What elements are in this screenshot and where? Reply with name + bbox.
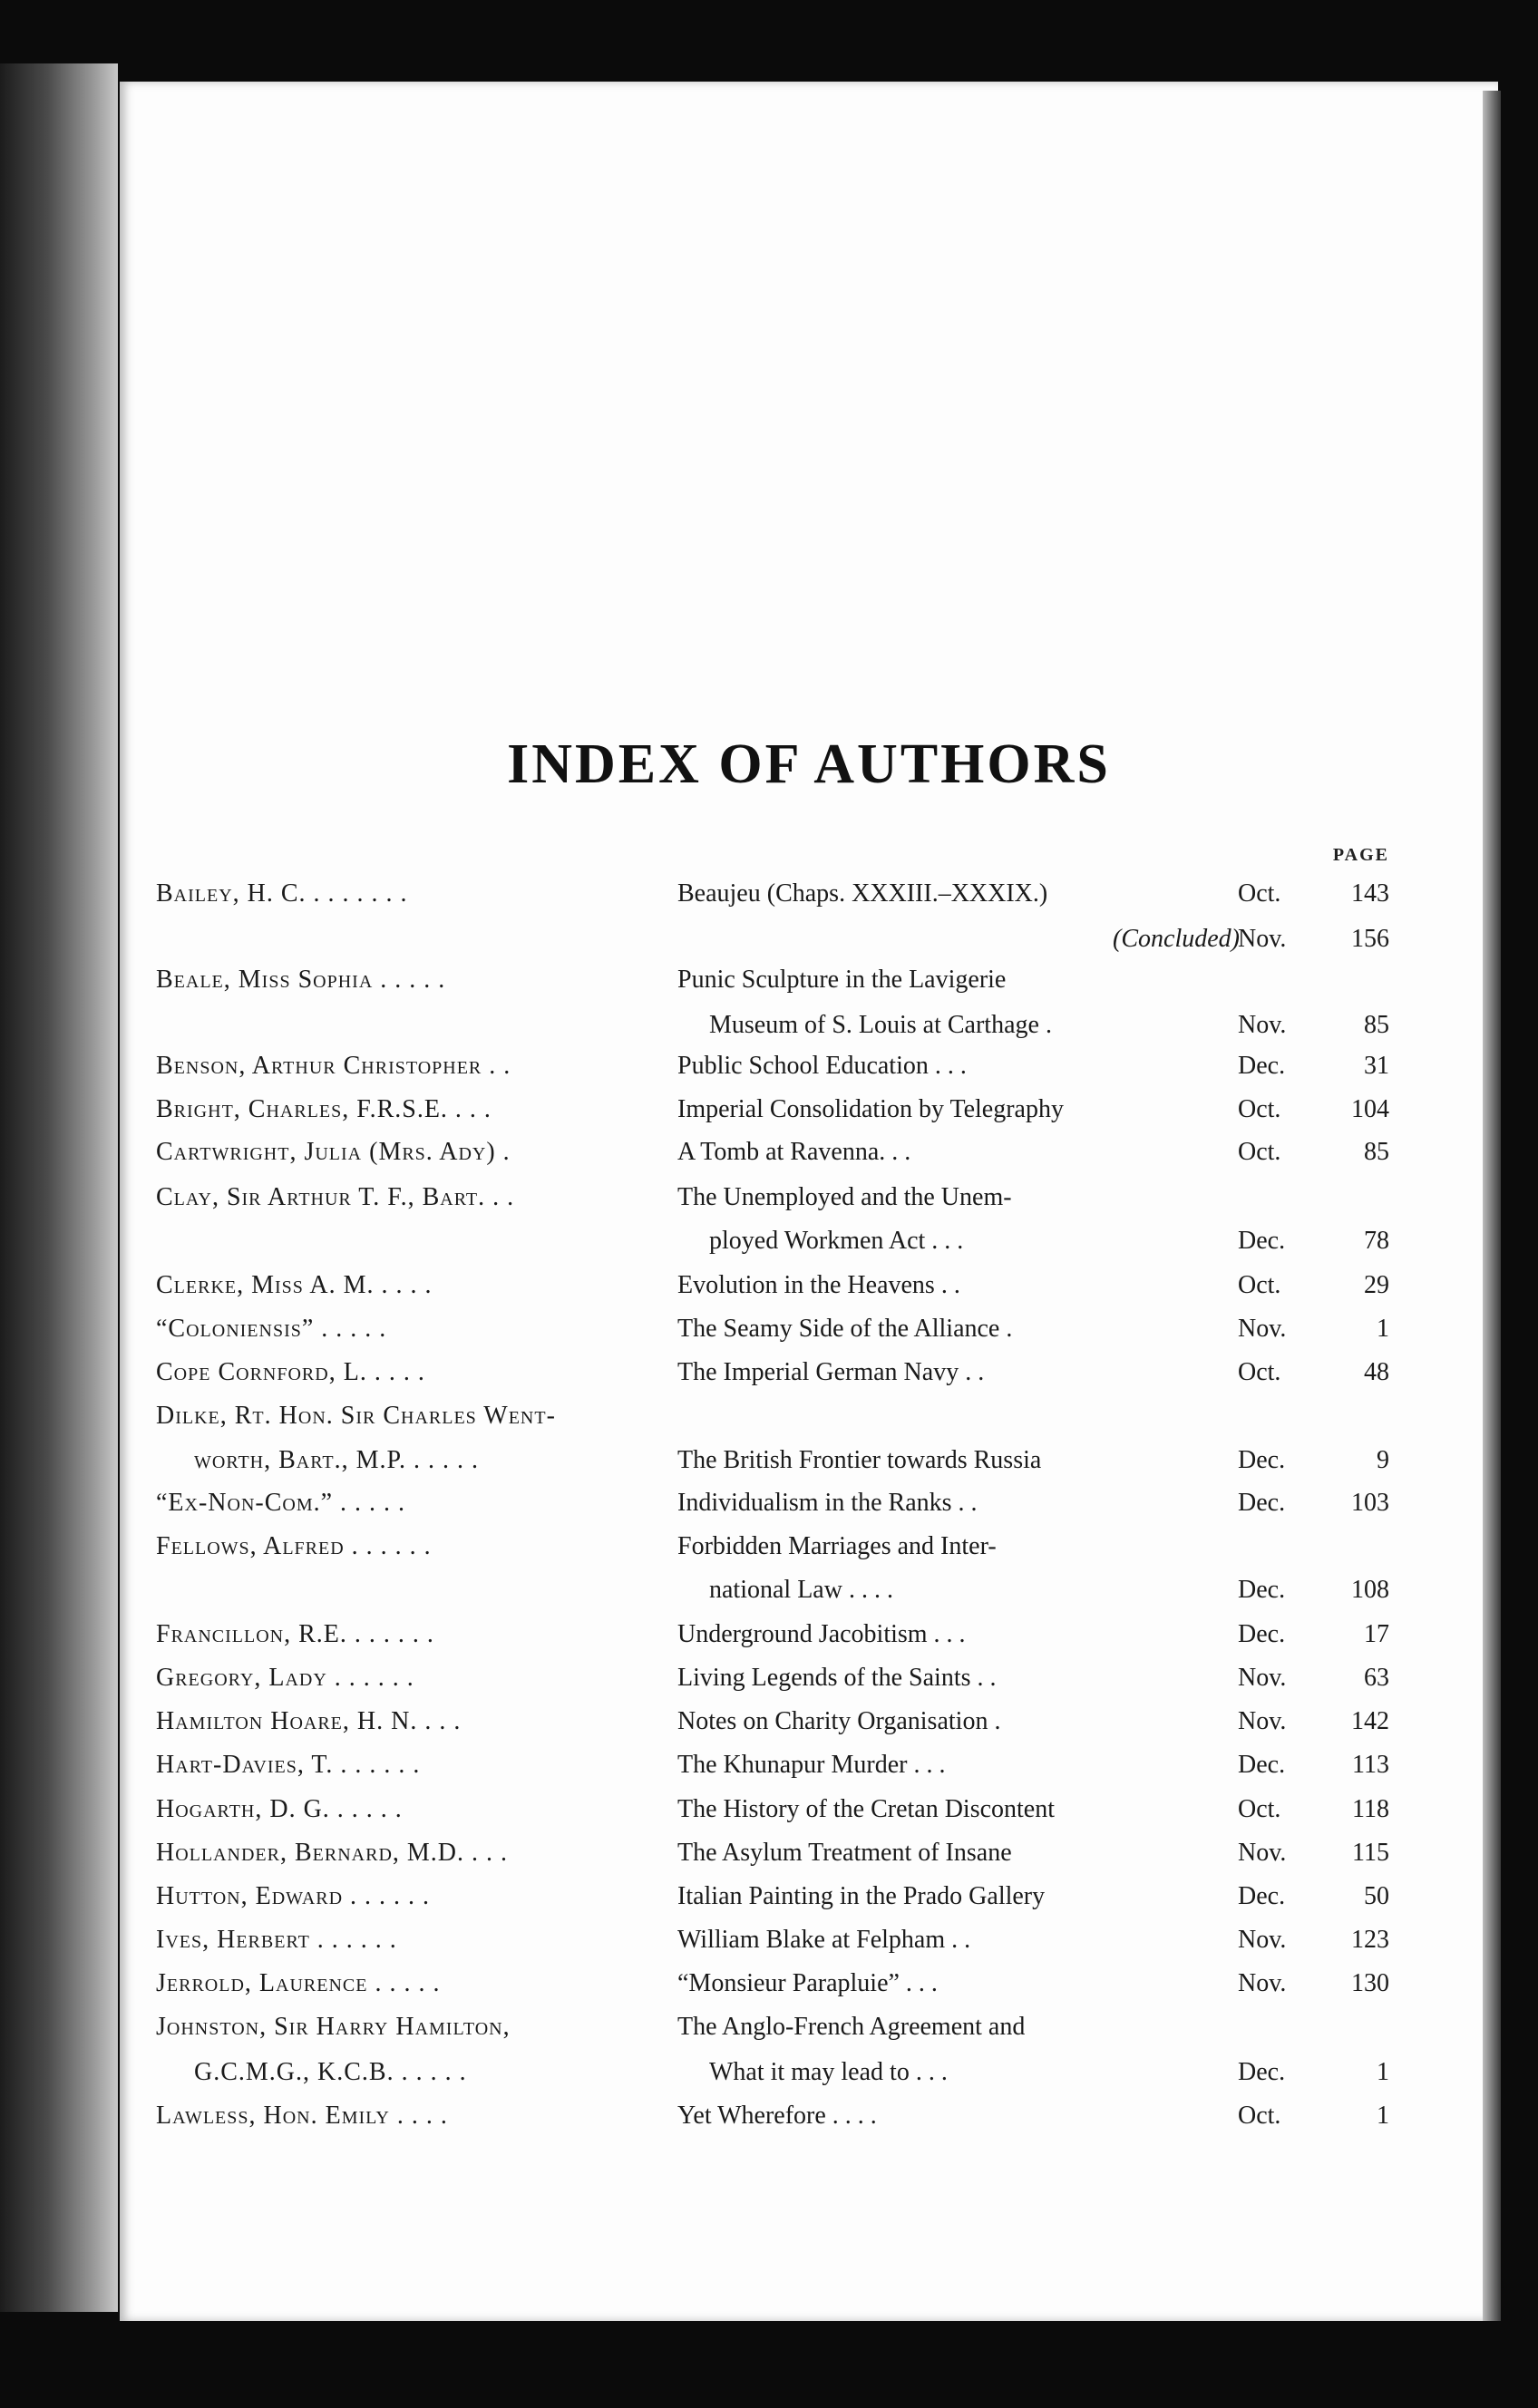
index-entry-row (120, 1707, 1498, 1749)
article-title: Imperial Consolidation by Telegraphy (677, 1095, 1064, 1123)
index-entry-row (120, 1489, 1498, 1530)
index-entry-row (120, 1969, 1498, 2011)
issue-month: Dec. (1238, 1620, 1286, 1648)
article-title: Punic Sculpture in the Lavigerie (677, 966, 1007, 994)
author-name: Benson, Arthur Christopher . . (156, 1052, 511, 1080)
page-right-edge (1483, 91, 1501, 2321)
author-name: Hamilton Hoare, H. N. . . . (156, 1707, 462, 1735)
issue-month: Nov. (1238, 1839, 1287, 1867)
author-name: Beale, Miss Sophia . . . . . (156, 966, 446, 994)
article-title: Underground Jacobitism . . . (677, 1620, 966, 1648)
index-entry-row (120, 1532, 1498, 1574)
article-title: The Anglo-French Agreement and (677, 2013, 1026, 2041)
index-entry-row (120, 1882, 1498, 1924)
page-title: INDEX OF AUTHORS (507, 733, 1111, 795)
article-title: Living Legends of the Saints . . (677, 1664, 997, 1692)
article-title: The Imperial German Navy . . (677, 1358, 985, 1386)
article-title: A Tomb at Ravenna. . . (677, 1138, 911, 1166)
page-number: 115 (1352, 1839, 1389, 1867)
author-name: Johnston, Sir Harry Hamilton, (156, 2013, 511, 2041)
page-number: 50 (1364, 1882, 1389, 1910)
page-number: 1 (1377, 2058, 1389, 2086)
author-name: Clay, Sir Arthur T. F., Bart. . . (156, 1183, 515, 1211)
page-number: 156 (1351, 925, 1389, 953)
article-title: (Concluded) (1113, 925, 1240, 953)
index-entry-row (120, 1926, 1498, 1967)
issue-month: Dec. (1238, 1882, 1286, 1910)
index-entry-row (120, 1576, 1498, 1617)
article-title: The Unemployed and the Unem- (677, 1183, 1012, 1211)
author-name: Bright, Charles, F.R.S.E. . . . (156, 1095, 492, 1123)
index-entry-row (120, 1315, 1498, 1356)
author-name: Hollander, Bernard, M.D. . . . (156, 1839, 509, 1867)
author-name: Lawless, Hon. Emily . . . . (156, 2102, 448, 2130)
article-title: Forbidden Marriages and Inter- (677, 1532, 997, 1560)
author-name: Hart-Davies, T. . . . . . . (156, 1751, 421, 1779)
author-name: Fellows, Alfred . . . . . . (156, 1532, 432, 1560)
article-title: Notes on Charity Organisation . (677, 1707, 1001, 1735)
author-name: Francillon, R.E. . . . . . . (156, 1620, 434, 1648)
author-name: Cartwright, Julia (Mrs. Ady) . (156, 1138, 511, 1166)
index-entry-row (120, 2058, 1498, 2100)
index-entry-row (120, 1095, 1498, 1137)
issue-month: Nov. (1238, 1315, 1287, 1343)
issue-month: Nov. (1238, 1926, 1287, 1954)
page-number: 29 (1364, 1271, 1389, 1299)
article-title: ployed Workmen Act . . . (709, 1227, 964, 1255)
article-title: Italian Painting in the Prado Gallery (677, 1882, 1046, 1910)
article-title: The History of the Cretan Discontent (677, 1795, 1056, 1823)
index-entry-row (120, 1011, 1498, 1053)
article-title: national Law . . . . (709, 1576, 893, 1604)
page-number: 113 (1352, 1751, 1389, 1779)
index-entry-row (120, 879, 1498, 921)
index-entry-row (120, 1446, 1498, 1488)
page-number: 104 (1351, 1095, 1389, 1123)
article-title: Evolution in the Heavens . . (677, 1271, 960, 1299)
author-name: Dilke, Rt. Hon. Sir Charles Went- (156, 1402, 556, 1430)
index-entry-row (120, 1620, 1498, 1662)
article-title: What it may lead to . . . (709, 2058, 948, 2086)
issue-month: Dec. (1238, 1446, 1286, 1474)
author-name: Gregory, Lady . . . . . . (156, 1664, 414, 1692)
index-entry-row (120, 1664, 1498, 1705)
issue-month: Nov. (1238, 1969, 1287, 1997)
index-entry-row (120, 2013, 1498, 2054)
issue-month: Dec. (1238, 1052, 1286, 1080)
left-page-edge (0, 63, 118, 2312)
page-number: 63 (1364, 1664, 1389, 1692)
article-title: The Asylum Treatment of Insane (677, 1839, 1012, 1867)
author-name: Ives, Herbert . . . . . . (156, 1926, 397, 1954)
page-number: 48 (1364, 1358, 1389, 1386)
article-title: Yet Wherefore . . . . (677, 2102, 877, 2130)
author-name: worth, Bart., M.P. . . . . . (194, 1446, 479, 1474)
index-entry-row (120, 1183, 1498, 1225)
issue-month: Oct. (1238, 1358, 1281, 1386)
article-title: Beaujeu (Chaps. XXXIII.–XXXIX.) (677, 879, 1048, 908)
page-number: 123 (1351, 1926, 1389, 1954)
page-number: 85 (1364, 1011, 1389, 1039)
index-entry-row (120, 2102, 1498, 2143)
article-title: The Khunapur Murder . . . (677, 1751, 946, 1779)
page-number: 85 (1364, 1138, 1389, 1166)
issue-month: Nov. (1238, 1011, 1287, 1039)
article-title: Museum of S. Louis at Carthage . (709, 1011, 1052, 1039)
index-entry-row (120, 1271, 1498, 1313)
page-number: 9 (1377, 1446, 1389, 1474)
article-title: William Blake at Felpham . . (677, 1926, 971, 1954)
page-number: 143 (1351, 879, 1389, 908)
author-name: G.C.M.G., K.C.B. . . . . . (194, 2058, 467, 2086)
index-entry-row (120, 1795, 1498, 1837)
page-number: 130 (1351, 1969, 1389, 1997)
issue-month: Dec. (1238, 1489, 1286, 1517)
index-entry-row (120, 1402, 1498, 1443)
author-name: Clerke, Miss A. M. . . . . (156, 1271, 433, 1299)
article-title: The Seamy Side of the Alliance . (677, 1315, 1013, 1343)
index-entry-row (120, 1227, 1498, 1268)
article-title: The British Frontier towards Russia (677, 1446, 1042, 1474)
issue-month: Dec. (1238, 1227, 1286, 1255)
index-entry-row (120, 1052, 1498, 1093)
author-name: Bailey, H. C. . . . . . . . (156, 879, 408, 908)
issue-month: Oct. (1238, 1271, 1281, 1299)
issue-month: Oct. (1238, 1095, 1281, 1123)
author-name: “Coloniensis” . . . . . (156, 1315, 387, 1343)
page-number: 1 (1377, 2102, 1389, 2130)
issue-month: Dec. (1238, 1751, 1286, 1779)
issue-month: Dec. (1238, 1576, 1286, 1604)
issue-month: Oct. (1238, 1138, 1281, 1166)
author-name: Hutton, Edward . . . . . . (156, 1882, 431, 1910)
page-number: 142 (1351, 1707, 1389, 1735)
article-title: Public School Education . . . (677, 1052, 967, 1080)
index-entry-row (120, 1751, 1498, 1792)
page-number: 108 (1351, 1576, 1389, 1604)
page-number: 17 (1364, 1620, 1389, 1648)
page-number: 31 (1364, 1052, 1389, 1080)
issue-month: Nov. (1238, 1664, 1287, 1692)
index-entry-row (120, 1138, 1498, 1180)
author-name: “Ex-Non-Com.” . . . . . (156, 1489, 406, 1517)
author-name: Hogarth, D. G. . . . . . (156, 1795, 403, 1823)
issue-month: Nov. (1238, 925, 1287, 953)
page-column-header: PAGE (1332, 845, 1389, 865)
page-number: 103 (1351, 1489, 1389, 1517)
document-page (120, 82, 1498, 2321)
index-entry-row (120, 1358, 1498, 1400)
index-entry-row (120, 925, 1498, 966)
index-entry-row (120, 1839, 1498, 1880)
author-name: Jerrold, Laurence . . . . . (156, 1969, 441, 1997)
article-title: “Monsieur Parapluie” . . . (677, 1969, 938, 1997)
issue-month: Oct. (1238, 2102, 1281, 2130)
issue-month: Oct. (1238, 1795, 1281, 1823)
author-name: Cope Cornford, L. . . . . (156, 1358, 425, 1386)
page-number: 118 (1352, 1795, 1389, 1823)
issue-month: Nov. (1238, 1707, 1287, 1735)
issue-month: Dec. (1238, 2058, 1286, 2086)
issue-month: Oct. (1238, 879, 1281, 908)
index-entry-row (120, 966, 1498, 1007)
page-number: 1 (1377, 1315, 1389, 1343)
page-number: 78 (1364, 1227, 1389, 1255)
article-title: Individualism in the Ranks . . (677, 1489, 978, 1517)
